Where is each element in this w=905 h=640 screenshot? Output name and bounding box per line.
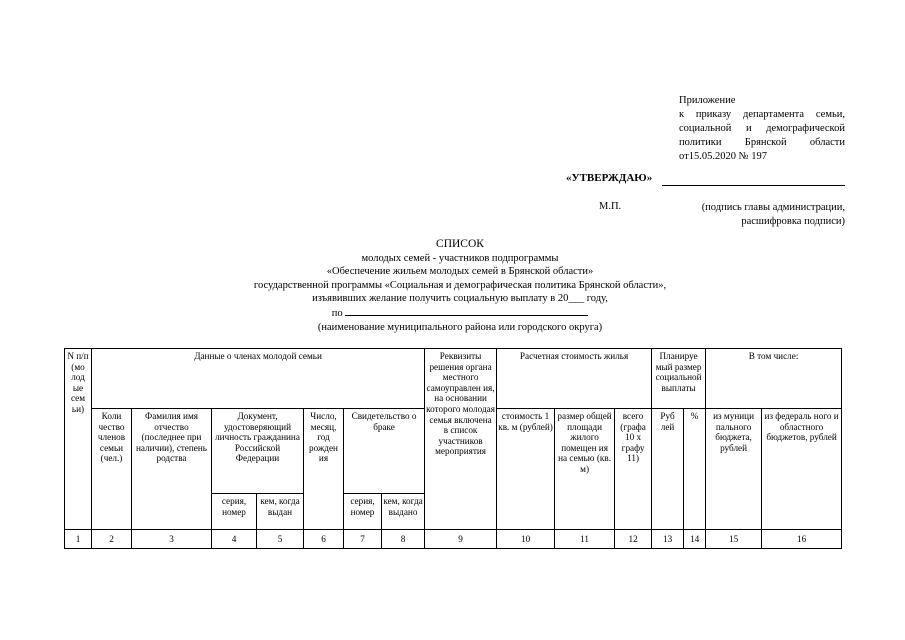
- page-title: СПИСОК: [436, 238, 484, 250]
- column-number: 10: [497, 530, 555, 549]
- header-members-count: Коли чество членов семьи (чел.): [92, 409, 132, 530]
- title-prefix: по: [331, 307, 343, 319]
- header-federal: из федераль ного и областного бюджетов, рублей: [762, 409, 842, 530]
- column-number: 2: [92, 530, 132, 549]
- column-numbers-row: [65, 530, 842, 549]
- header-requisites: Реквизиты решения органа местного самоуправлен ия, на основании которого молодая семья включена в список участников мероприятия: [425, 349, 497, 530]
- column-number: 6: [304, 530, 344, 549]
- column-number: 8: [382, 530, 425, 549]
- appendix-block: [679, 94, 845, 164]
- header-including: В том числе:: [706, 349, 842, 409]
- column-number: 3: [132, 530, 212, 549]
- appendix-line: к приказу департамента семьи,: [679, 109, 845, 120]
- municipality-fill-line: [345, 306, 588, 316]
- column-number: 9: [425, 530, 497, 549]
- signature-caption: [675, 201, 845, 229]
- approve-label: «УТВЕРЖДАЮ»: [566, 172, 653, 184]
- appendix-line: политики Брянской области: [679, 137, 845, 148]
- header-municipal: из муници пального бюджета, рублей: [706, 409, 762, 530]
- appendix-line: от15.05.2020 № 197: [679, 151, 767, 162]
- column-number: 12: [615, 530, 652, 549]
- column-number: 15: [706, 530, 762, 549]
- header-birth-date: Число, месяц, год рожден ия: [304, 409, 344, 530]
- title-line: изъявивших желание получить социальную выплату в 20___ году,: [312, 293, 608, 305]
- appendix-line: социальной и демографической: [679, 123, 845, 134]
- column-number: 4: [212, 530, 257, 549]
- approve-signature-line: [662, 185, 845, 186]
- column-number: 13: [652, 530, 684, 549]
- stamp-label: М.П.: [599, 201, 622, 212]
- column-number: 1: [65, 530, 92, 549]
- header-area: размер общей площади жилого помещен ия на семью (кв. м): [555, 409, 615, 530]
- header-doc-series: серия, номер: [212, 494, 257, 530]
- header-doc-issued: кем, когда выдан: [257, 494, 304, 530]
- header-np: N п/п (мо лод ые сем ьи): [65, 349, 92, 530]
- title-line: (наименование муниципального района или городского округа): [317, 321, 603, 333]
- signature-caption-line: (подпись главы администрации,: [701, 202, 845, 213]
- header-rub: Руб лей: [652, 409, 684, 530]
- column-number: 7: [344, 530, 382, 549]
- header-percent: %: [684, 409, 706, 530]
- header-planned-payment: Планируе мый размер социальной выплаты: [652, 349, 706, 409]
- header-marriage: Свидетельство о браке: [344, 409, 425, 494]
- header-cost: Расчетная стоимость жилья: [497, 349, 652, 409]
- column-number: 14: [684, 530, 706, 549]
- header-document: Документ, удостоверяющий личность гражданина Российской Федерации: [212, 409, 304, 494]
- header-marriage-series: серия, номер: [344, 494, 382, 530]
- header-family-data: Данные о членах молодой семьи: [92, 349, 425, 409]
- header-cost-sqm: стоимость 1 кв. м (рублей): [497, 409, 555, 530]
- header-marriage-issued: кем, когда выдано: [382, 494, 425, 530]
- header-fio: Фамилия имя отчество (последнее при наличии), степень родства: [132, 409, 212, 530]
- column-number: 16: [762, 530, 842, 549]
- appendix-line: Приложение: [679, 95, 736, 106]
- signature-caption-line: расшифровка подписи): [741, 216, 845, 227]
- title-line: государственной программы «Социальная и демографическая политика Брянской области»,: [253, 279, 667, 291]
- column-number: 11: [555, 530, 615, 549]
- column-number: 5: [257, 530, 304, 549]
- title-line: «Обеспечение жильем молодых семей в Брянской области»: [326, 266, 594, 278]
- families-table: [64, 348, 842, 549]
- title-line: молодых семей - участников подпрограммы: [361, 252, 559, 264]
- document-title: [140, 238, 780, 334]
- header-total: всего (графа 10 x графу 11): [615, 409, 652, 530]
- title-line-municipality: [140, 306, 780, 321]
